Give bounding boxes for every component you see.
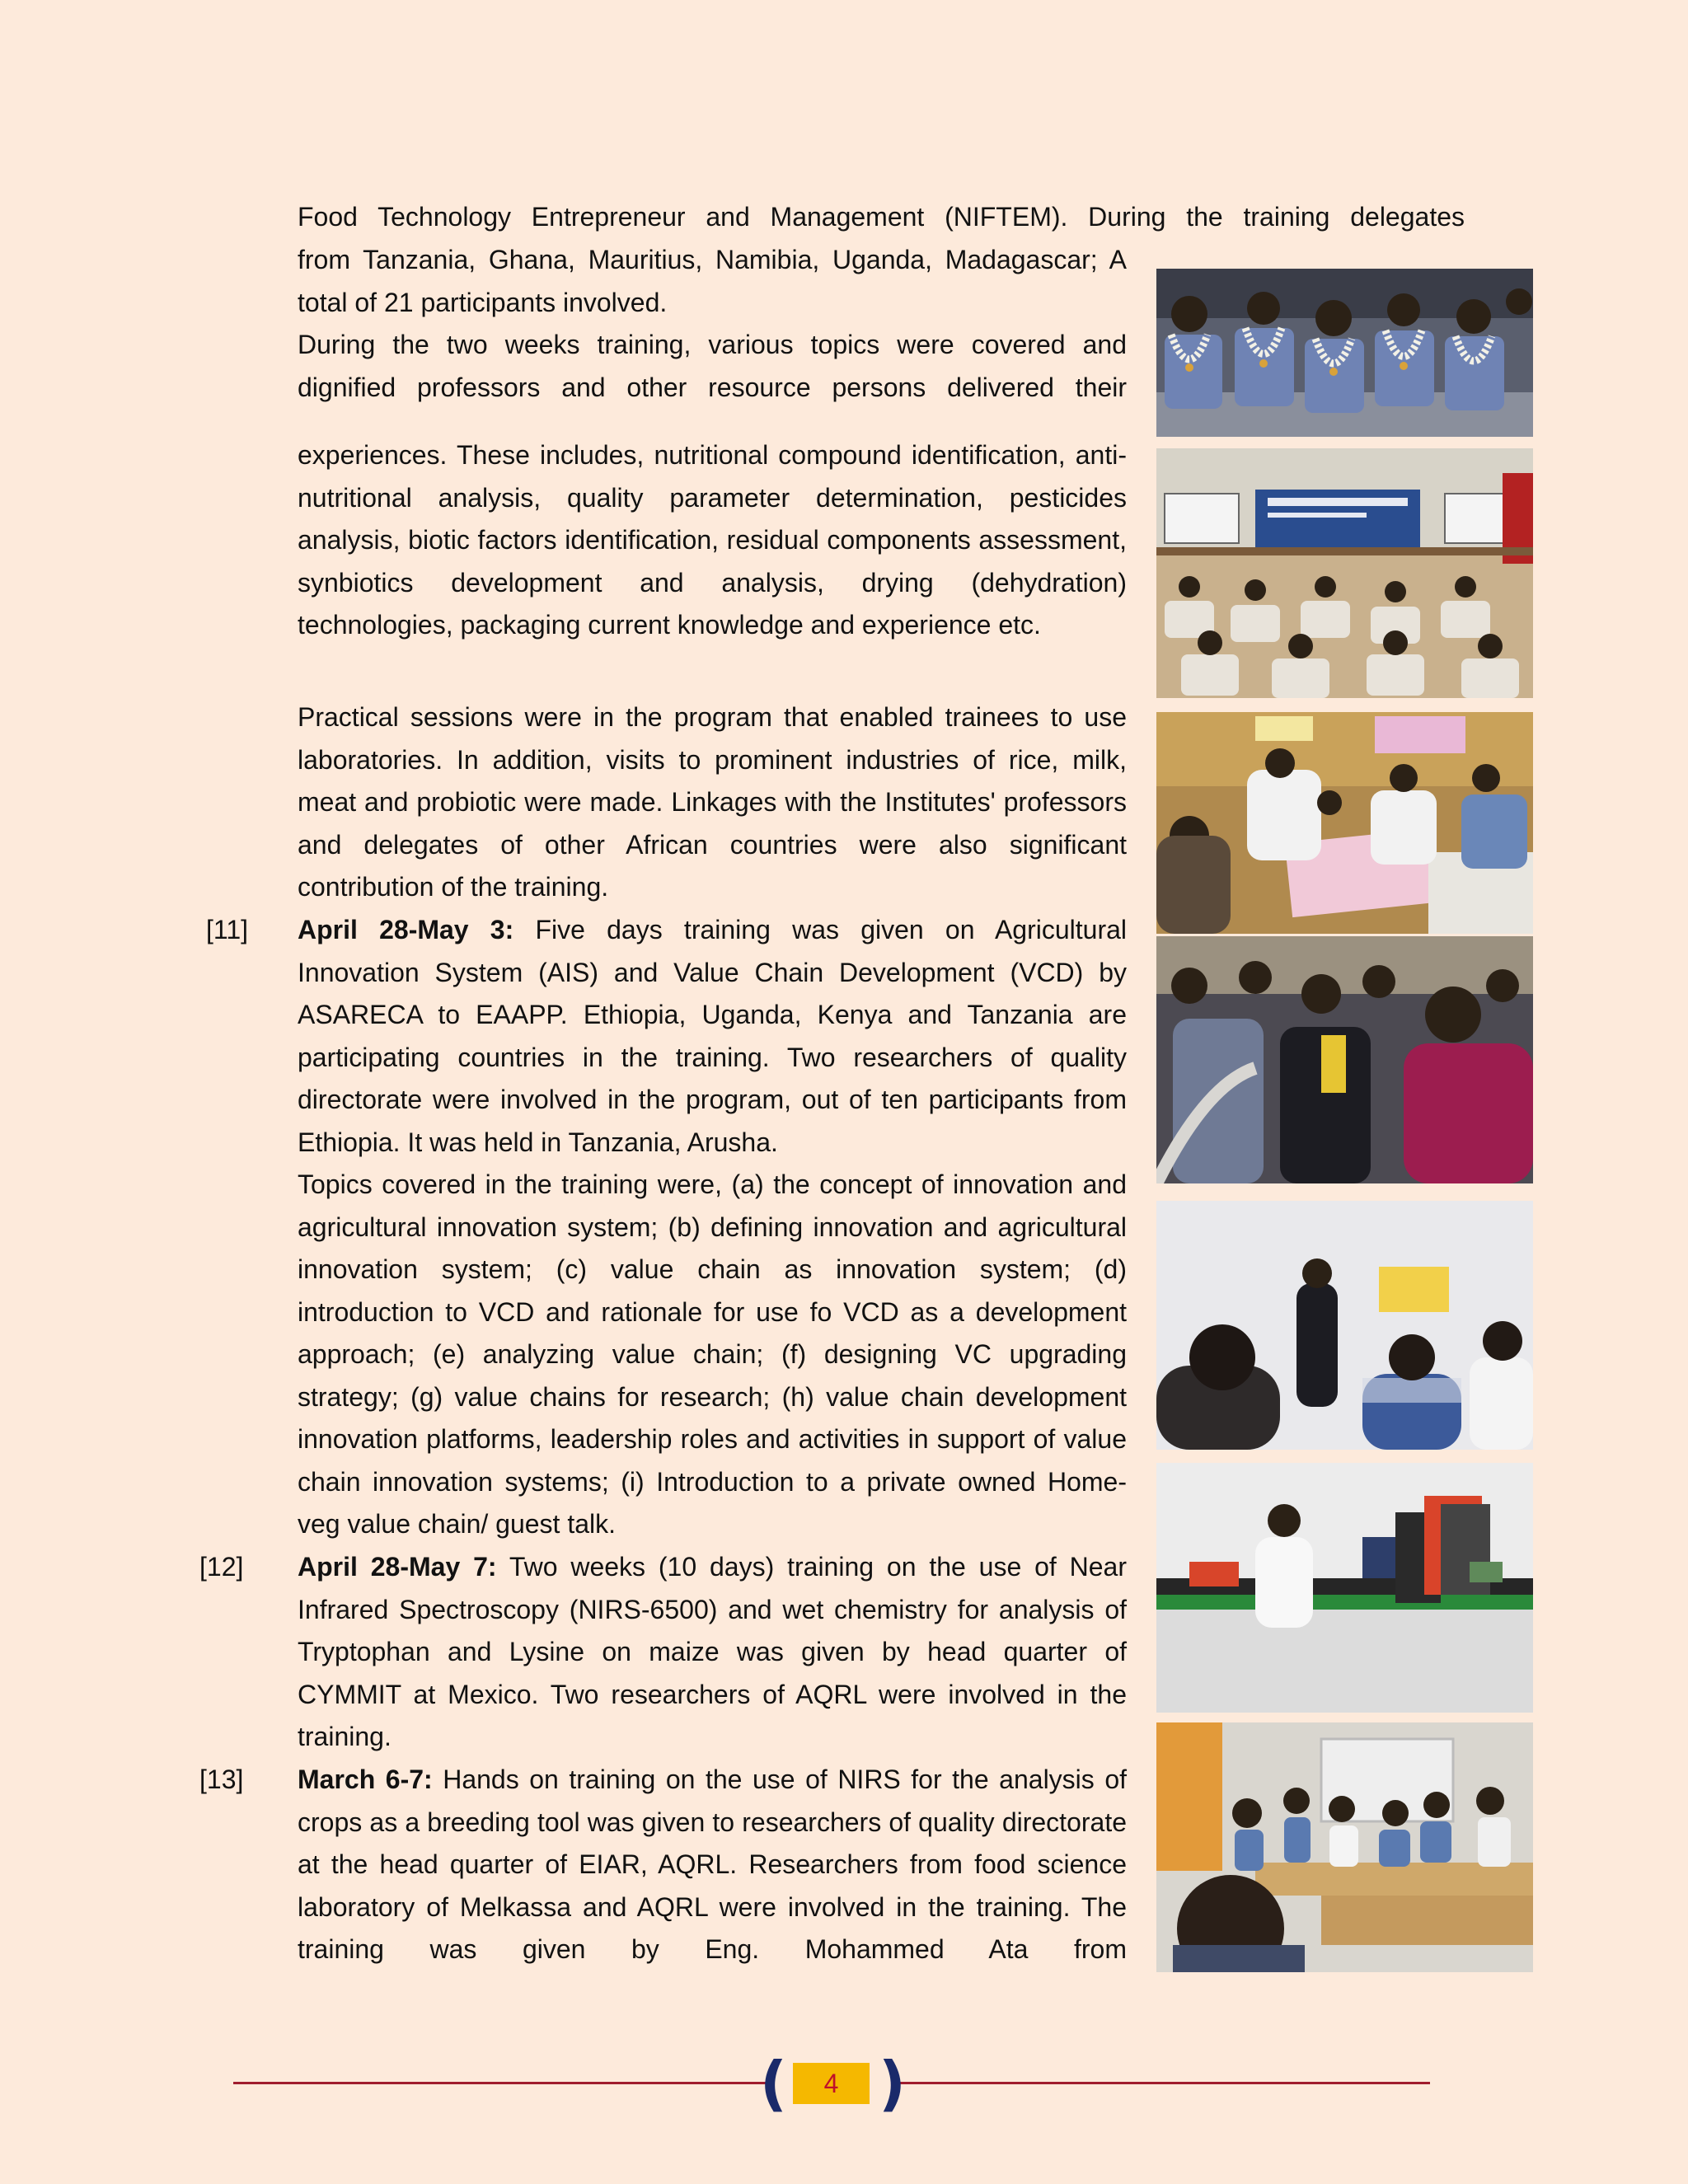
item-continuation: Topics covered in the training were, (a) the concept of innovation and agricultural innovation system; (b) defining innovation and agricultural innovation system; (c) value chain as innovation system; (d) introduction to VCD and rationale for use fo VCD as a development approach; (e) analyzing value chain; (f) designing VC upgrading strategy; (g) value chains for research; (h) value chain development innovation platforms, leadership roles and activities in support of value chain innovation systems; (i) Introduction to a private owned Home-veg value chain/ guest talk. bbox=[298, 1169, 1127, 1539]
paragraph-participants bbox=[298, 239, 1127, 409]
item-paragraph bbox=[298, 1546, 1127, 1759]
paragraph-niftem bbox=[298, 196, 1465, 239]
footer-rule-left bbox=[233, 2082, 769, 2084]
page-number: 4 bbox=[793, 2063, 870, 2104]
item-date: April 28-May 3: bbox=[298, 915, 514, 944]
paragraph-text: experiences. These includes, nutritional compound identification, anti-nutritional analysis, quality parameter determination, pesticides analysis, biotic factors identification, residual components assessment, synbiotics development and analysis, drying (dehydration) technologies, packaging current knowledge and experience etc. bbox=[298, 440, 1127, 640]
footer-brace-right: ) bbox=[879, 2049, 906, 2118]
paragraph-topics bbox=[298, 434, 1127, 647]
item-text: Hands on training on the use of NIRS for the analysis of crops as a breeding tool was given to researchers of quality directorate at the head quarter of EIAR, AQRL. Researchers from food science laboratory of Melkassa and AQRL were involved in the training. The training was given by Eng. Mohammed Ata from bbox=[298, 1765, 1128, 1964]
photo-group-work bbox=[1156, 712, 1533, 934]
item-text: Two weeks (10 days) training on the use of Near Infrared Spectroscopy (NIRS-6500) and wet chemistry for analysis of Tryptophan and Lysine on maize was given by head quarter of CYMMIT at Mexico. Two researchers of AQRL were involved in the training. bbox=[298, 1552, 1128, 1751]
paragraph-text: Food Technology Entrepreneur and Management (NIFTEM). During the training delegates bbox=[298, 202, 1465, 232]
footer-rule-right bbox=[894, 2082, 1430, 2084]
photo-delegates-garlands bbox=[1156, 269, 1533, 437]
item-text: Five days training was given on Agricultural Innovation System (AIS) and Value Chain Development (VCD) by ASARECA to EAAPP. Ethiopia, Uganda, Kenya and Tanzania are participating countries in the training. Two researchers of quality directorate were involved in the program, out of ten participants from Ethiopia. It was held in Tanzania, Arusha. bbox=[298, 915, 1128, 1157]
item-paragraph bbox=[298, 1759, 1127, 1971]
paragraph-text: from Tanzania, Ghana, Mauritius, Namibia, Uganda, Madagascar; A total of 21 participants involved. bbox=[298, 245, 1127, 317]
photo-nirs-training-room bbox=[1156, 1722, 1533, 1972]
list-item bbox=[298, 909, 1127, 1546]
item-paragraph bbox=[298, 909, 1127, 1164]
list-item bbox=[298, 1759, 1127, 1971]
photo-seated-participants bbox=[1156, 936, 1533, 1183]
paragraph-text: During the two weeks training, various topics were covered and dignified professors and other resource persons delivered their bbox=[298, 330, 1127, 402]
paragraph-practical bbox=[298, 696, 1127, 909]
footer-brace-left: ( bbox=[760, 2049, 787, 2118]
list-item bbox=[298, 1546, 1127, 1759]
photo-conference-hall bbox=[1156, 448, 1533, 698]
photo-laboratory-nirs bbox=[1156, 1463, 1533, 1713]
item-number: [13] bbox=[199, 1765, 244, 1794]
photo-presentation-wall bbox=[1156, 1201, 1533, 1450]
item-date: April 28-May 7: bbox=[298, 1552, 497, 1582]
item-date: March 6-7: bbox=[298, 1765, 433, 1794]
item-number: [12] bbox=[199, 1552, 244, 1582]
paragraph-text: Practical sessions were in the program that enabled trainees to use laboratories. In addition, visits to prominent industries of rice, milk, meat and probiotic were made. Linkages with the Institutes' professors and delegates of other African countries were also significant contribution of the training. bbox=[298, 702, 1127, 902]
item-number: [11] bbox=[206, 915, 248, 944]
